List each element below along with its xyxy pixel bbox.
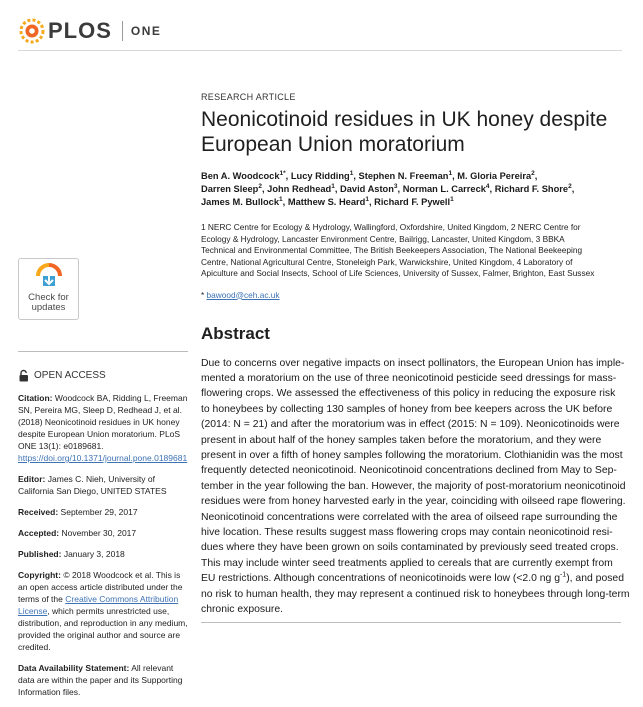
article-title: Neonicotinoid residues in UK honey despite European Union moratorium <box>201 108 608 156</box>
copyright: Copyright: © 2018 Woodcock et al. This is an open access article distributed under the terms of the Creative Commons Attribution License, which permits unrestricted use, distribution, and reproduction in any medium, provided the original author and source are credited. <box>18 570 188 652</box>
abstract-line: mented a moratorium on the use of three neonicotinoid pesticide seed dressings for mass- <box>201 372 617 384</box>
affiliation-line: Apiculture and Social Insects, School of Life Sciences, University of Sussex, Falmer, Brighton, East Sussex <box>201 268 595 278</box>
abstract-line: tember in the year following the ban. However, the majority of post-moratorium neonicotinoid <box>201 480 626 492</box>
brand-name: PLOS <box>48 18 112 43</box>
abstract-line: EU restrictions. Although concentrations of neonicotinoids were low (<2.0 ng $g^{-1}$), and posed <box>201 571 624 585</box>
affiliation-line: 1 NERC Centre for Ecology & Hydrology, Wallingford, Oxfordshire, United Kingdom, 2 NERC Centre for <box>201 222 581 232</box>
received-date: Received: September 29, 2017 <box>18 507 138 517</box>
abstract-line: Due to concerns over negative impacts on insect pollinators, the European Union has imple- <box>201 357 625 369</box>
open-lock-icon <box>18 370 30 382</box>
abstract-line: to honeybees by collecting 130 samples of honey from bee keepers across the UK before <box>201 403 613 415</box>
abstract-divider <box>201 622 621 623</box>
published-date: Published: January 3, 2018 <box>18 549 125 559</box>
abstract-line: residues were from honey harvested early in the year, coinciding with oilseed rape flowering. <box>201 496 626 508</box>
author[interactable]: Stephen N. Freeman$^1$ <box>358 169 453 181</box>
abstract-line: dues where they have been grown on soils contaminated by previously seed treated crops. <box>201 542 619 554</box>
abstract-line: flowering crops. We assessed the effectiveness of this policy in reducing the exposure risk <box>201 388 616 400</box>
author[interactable]: Norman L. Carreck$^4$ <box>402 182 490 194</box>
affiliations <box>201 222 621 280</box>
article-metadata <box>18 370 188 707</box>
author[interactable]: Darren Sleep$^2$ <box>201 182 262 194</box>
logo-divider <box>122 21 123 41</box>
corresponding-email-link[interactable]: bawood@ceh.ac.uk <box>206 289 280 300</box>
accepted-date: Accepted: November 30, 2017 <box>18 528 137 538</box>
affiliation-line: Ecology & Hydrology, Lancaster Environment Centre, Bailrigg, Lancaster, United Kingdom, 3 BBKA <box>201 233 565 244</box>
author[interactable]: John Redhead$^1$ <box>267 182 335 194</box>
abstract-line: frequently detected neonicotinoid. Neonicotinoid concentrations declined from May to Sep- <box>201 465 617 477</box>
abstract-heading: Abstract <box>201 323 270 343</box>
author[interactable]: M. Gloria Pereira$^2$ <box>457 169 535 181</box>
journal-header <box>18 16 161 46</box>
author[interactable]: Richard F. Pywell$^1$ <box>374 195 454 207</box>
abstract-line: This may include winter seed treatments applied to cereals that are currently exempt from <box>201 557 613 569</box>
abstract-line: present in about half of the honey samples taken before the moratorium, and they were <box>201 434 602 446</box>
abstract-line: present in over a fifth of honey samples following the moratorium. Clothianidin was the most <box>201 449 623 461</box>
author[interactable]: James M. Bullock$^1$ <box>201 195 283 207</box>
editor: Editor: James C. Nieh, University of California San Diego, UNITED STATES <box>18 474 167 496</box>
check-for-updates-icon <box>35 262 63 290</box>
doi-link[interactable]: https://doi.org/10.1371/journal.pone.0189681 <box>18 453 188 463</box>
license-link[interactable]: Creative Commons Attribution License <box>18 594 179 616</box>
journal-name: ONE <box>130 24 162 38</box>
data-availability: Data Availability Statement: All relevant data are within the paper and its Supporting Information files. <box>18 663 183 697</box>
check-for-updates-button[interactable] <box>18 258 79 320</box>
citation: Citation: Woodcock BA, Ridding L, Freeman SN, Pereira MG, Sleep D, Redhead J, et al. (2018) Neonicotinoid residues in UK honey despite European Union moratorium. PLoS ONE 13(1): e0189681. https://doi.org/10.1371/journal.pone.0189681 <box>18 393 188 463</box>
sidebar-divider <box>18 351 188 352</box>
article-type: RESEARCH ARTICLE <box>201 92 296 102</box>
author[interactable]: Matthew S. Heard$^1$ <box>287 195 369 207</box>
corresponding-author: * bawood@ceh.ac.uk <box>201 289 280 300</box>
plos-logo-icon <box>18 17 46 45</box>
author[interactable]: David Aston$^3$ <box>340 182 398 194</box>
article-main <box>201 92 630 617</box>
check-for-updates-label: Check for updates <box>28 292 69 313</box>
abstract-line: Neonicotinoid concentrations were correlated with the area of oilseed rape surrounding the <box>201 511 618 523</box>
abstract-body <box>201 356 630 618</box>
abstract-line: no risk to human health, they may represent a continued risk to honeybees through long-term <box>201 588 630 600</box>
affiliation-line: Centre, National Agricultural Centre, Stoneleigh Park, Warwickshire, United Kingdom, 4 Laboratory of <box>201 256 573 267</box>
abstract-line: chronic exposure. <box>201 604 284 615</box>
header-divider <box>18 50 622 51</box>
author[interactable]: Richard F. Shore$^2$ <box>494 182 572 194</box>
affiliation-line: Technical and Environmental Committee, The British Beekeepers Association, The National Beekeeping <box>201 245 583 255</box>
author-list: Ben A. Woodcock$^{1*}$, Lucy Ridding$^1$, Stephen N. Freeman$^1$, M. Gloria Pereira$^2$, Darren Sleep$^2$, John Redhead$^1$, David Aston$^3$, Norman L. Carreck$^4$, Richard F. Shore$^2$, James M. Bullock$^1$, Matthew S. Heard$^1$, Richard F. Pywell$^1$ <box>201 169 575 207</box>
open-access-label: OPEN ACCESS <box>18 370 188 382</box>
abstract-line: hive location. These results suggest mass flowering crops may contain neonicotinoid resi- <box>201 526 613 538</box>
author[interactable]: Lucy Ridding$^1$ <box>290 169 354 181</box>
author[interactable]: Ben A. Woodcock$^{1*}$ <box>201 169 286 181</box>
abstract-line: (2014: N = 21) and after the moratorium was in effect (2015: N = 109). Neonicotinoids were <box>201 419 620 431</box>
